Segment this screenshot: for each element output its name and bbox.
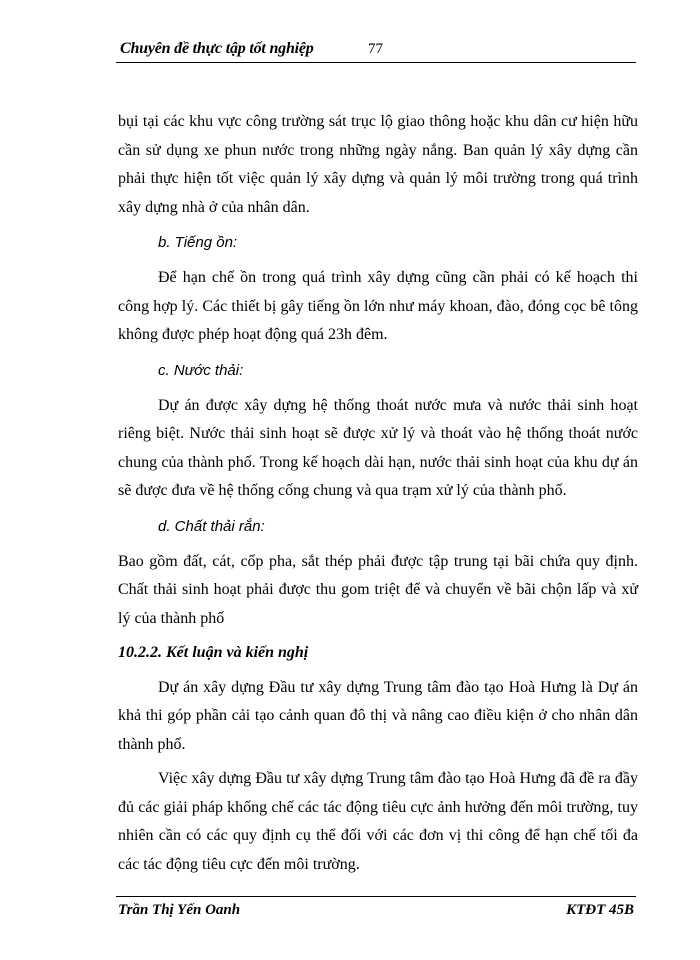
header-title: Chuyên đề thực tập tốt nghiệp: [120, 40, 314, 57]
paragraph: Để hạn chế ồn trong quá trình xây dựng cũng cần phải có kế hoạch thi công hợp lý. Các thiết bị gây tiếng ồn lớn như máy khoan, đào, đóng cọc bê tông không được phép hoạt động quá 23h đêm.: [118, 269, 638, 343]
header-rule: [116, 62, 636, 63]
subheading-solid-waste: d. Chất thải rắn:: [158, 517, 265, 535]
footer-author: Trần Thị Yến Oanh: [118, 902, 241, 918]
paragraph: Dự án xây dựng Đầu tư xây dựng Trung tâm đào tạo Hoà Hưng là Dự án khả thi góp phần cải tạo cảnh quan đô thị và nâng cao điều kiện ở cho nhân dân thành phố.: [118, 678, 638, 753]
paragraph: bụi tại các khu vực công trường sát trục lộ giao thông hoặc khu dân cư hiện hữu cần sử dụng xe phun nước trong những ngày nắng. Ban quản lý xây dựng cần phải thực hiện tốt việc quản lý xây dựng và quản lý môi trường trong quá trình xây dựng nhà ở của nhân dân.: [118, 113, 638, 216]
document-body: [118, 108, 638, 879]
subheading-noise: b. Tiếng ồn:: [158, 234, 238, 251]
subheading-wastewater: c. Nước thải:: [158, 361, 244, 379]
paragraph: Việc xây dựng Đầu tư xây dựng Trung tâm đào tạo Hoà Hưng đã đề ra đầy đủ các giải pháp khống chế các tác động tiêu cực ảnh hưởng đến môi trường, tuy nhiên cần có các quy định cụ thể đối với các đơn vị thi công để hạn chế tối đa các tác động tiêu cực đến môi trường.: [118, 770, 638, 873]
paragraph: Dự án được xây dựng hệ thống thoát nước mưa và nước thải sinh hoạt riêng biệt. Nước thải sinh hoạt sẽ được xử lý và thoát vào hệ thống thoát nước chung của thành phố. Trong kế hoạch dài hạn, nước thải sinh hoạt của khu dự án sẽ được đưa về hệ thống cống chung và qua trạm xử lý của thành phố.: [118, 396, 638, 499]
section-heading: 10.2.2. Kết luận và kiến nghị: [118, 644, 309, 661]
footer-rule: [116, 896, 636, 897]
paragraph: Bao gồm đất, cát, cốp pha, sắt thép phải được tập trung tại bãi chứa quy định. Chất thải sinh hoạt phải được thu gom triệt để và chuyển về bãi chộn lấp và xử lý của thành phố: [118, 552, 638, 627]
page-number: 77: [368, 41, 383, 57]
footer-class: KTĐT 45B: [566, 902, 634, 918]
